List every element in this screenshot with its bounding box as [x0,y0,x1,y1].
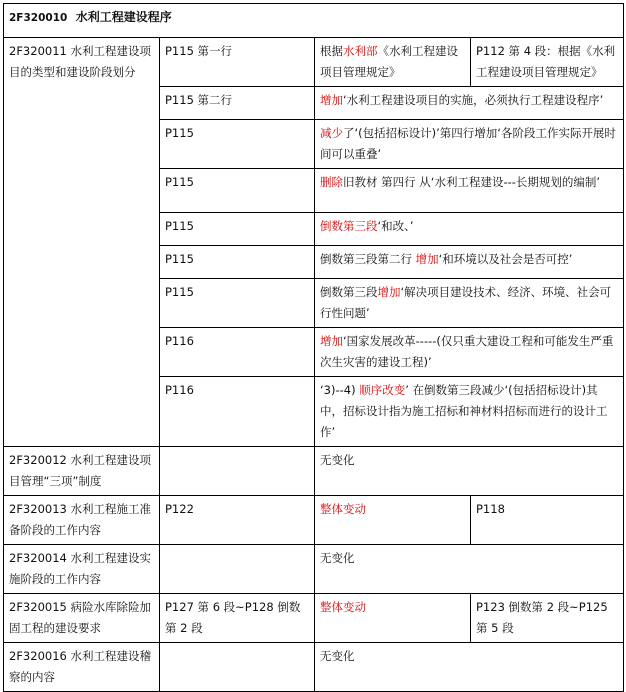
page-cell: P116 [160,377,315,447]
page-cell: P122 [160,496,315,545]
change-cell [315,87,624,120]
title-name: 水利工程建设程序 [75,10,172,24]
table-row [4,38,624,87]
ref-cell: P123 倒数第 2 段~P125 第 5 段 [471,594,624,643]
table-row [4,545,624,594]
change-cell [315,279,624,328]
page-cell: P116 [160,328,315,377]
change-text-red: 增加 [320,334,343,348]
change-text: ‘和改、’ [377,219,414,233]
change-cell [315,545,624,594]
section-cell: 2F320012 水利工程建设项目管理“三项”制度 [4,447,160,496]
title-row [4,4,624,38]
change-text: ‘3)--4) [320,383,360,397]
change-text: ‘国家发展改革-----(仅只重大建设工程和可能发生严重次生灾害的建设工程)’ [320,334,614,369]
section-cell: 2F320015 病险水库除险加固工程的建设要求 [4,594,160,643]
page-cell: P115 [160,120,315,169]
change-cell [315,328,624,377]
change-text-red: 整体变动 [320,502,366,516]
change-cell [315,246,624,279]
change-cell [315,213,624,246]
ref-cell: P118 [471,496,624,545]
change-text: 旧教材 第四行 从‘水利工程建设---长期规划的编制’ [343,175,601,189]
change-text: 倒数第三段 [320,285,378,299]
change-text-red: 增加 [415,252,439,266]
table-row [4,594,624,643]
page-cell: P115 [160,279,315,328]
section-cell: 2F320013 水利工程施工准备阶段的工作内容 [4,496,160,545]
change-cell [315,447,624,496]
page-cell: P115 [160,246,315,279]
change-text: 无变化 [320,551,355,565]
change-text-red: 增加 [377,285,401,299]
change-text: ’ 在倒数第三段减少‘(包括招标设计)其中，招标设计指为施工招标和神材料招标而进行的设计工作’ [320,383,608,439]
change-text-red: 整体变动 [320,600,366,614]
table-row [4,643,624,692]
table-row [4,447,624,496]
change-text-red: 倒数第三段 [320,219,378,233]
page-cell [160,447,315,496]
page-cell: P115 [160,169,315,213]
change-cell [315,120,624,169]
change-table [3,3,624,692]
page-cell: P115 第二行 [160,87,315,120]
page-cell: P127 第 6 段~P128 倒数第 2 段 [160,594,315,643]
section-cell: 2F320011 水利工程建设项目的类型和建设阶段划分 [4,38,160,447]
change-text: 无变化 [320,649,355,663]
ref-cell: P112 第 4 段：根据《水利工程建设项目管理规定》 [471,38,624,87]
page-cell [160,643,315,692]
title-code: 2F320010 [9,12,68,24]
change-text: 《水利工程建设项目管理规定》 [320,44,458,79]
table-title [4,4,624,38]
section-cell: 2F320016 水利工程建设稽察的内容 [4,643,160,692]
change-cell [315,643,624,692]
change-text: ‘解决项目建设技术、经济、环境、社会可行性问题’ [320,285,612,320]
change-text-red: 删除 [320,175,343,189]
change-cell [315,38,471,87]
change-text: 根据 [320,44,343,58]
change-text-red: 增加 [320,93,343,107]
page-cell: P115 第一行 [160,38,315,87]
section-cell: 2F320014 水利工程建设实施阶段的工作内容 [4,545,160,594]
change-text: 无变化 [320,453,355,467]
change-cell [315,496,471,545]
change-text-red: 水利部 [343,44,378,58]
table-row [4,496,624,545]
change-text-red: 减少 [320,126,343,140]
change-cell [315,594,471,643]
change-text: 了‘(包括招标设计)’第四行增加‘各阶段工作实际开展时间可以重叠’ [320,126,616,161]
page-cell [160,545,315,594]
change-cell [315,377,624,447]
change-text-red: 顺序改变 [359,383,406,397]
change-text: ‘水利工程建设项目的实施，必须执行工程建设程序’ [343,93,604,107]
change-text: ‘和环境以及社会是否可控’ [438,252,573,266]
change-cell [315,169,624,213]
change-text: 倒数第三段第二行 [320,252,416,266]
page-cell: P115 [160,213,315,246]
